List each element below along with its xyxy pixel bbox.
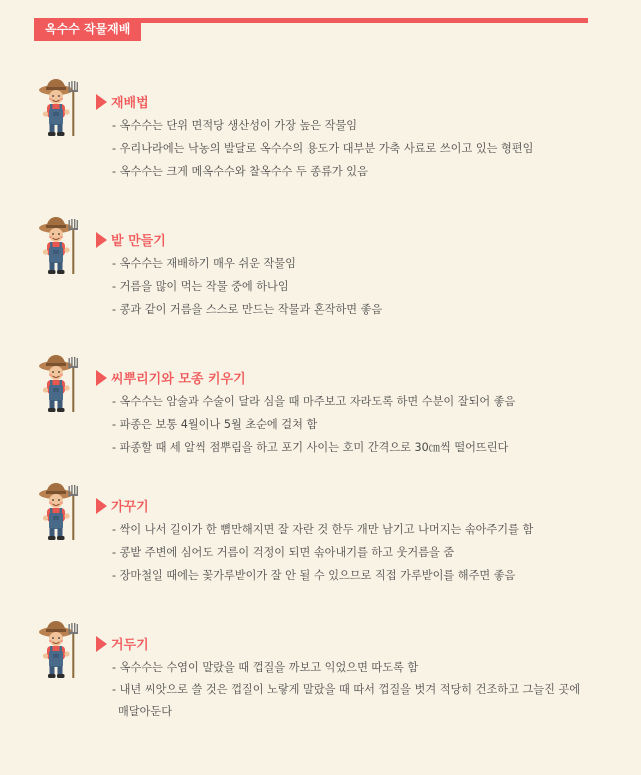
item-list [112, 390, 515, 459]
list-item: - 콩과 같이 거름을 스스로 만드는 작물과 혼작하면 좋음 [112, 303, 383, 316]
list-item: - 옥수수는 암술과 수술이 달라 심을 때 마주보고 자라도록 하면 수분이 잘되어 좋음 [112, 395, 516, 408]
list-item: - 옥수수는 크게 메옥수수와 찰옥수수 두 종류가 있음 [112, 165, 368, 178]
page-title: 옥수수 작물재배 [34, 18, 141, 41]
section-title [96, 368, 246, 387]
farmer-icon [36, 76, 86, 138]
list-item: - 우리나라에는 낙농의 발달로 옥수수의 용도가 대부분 가축 사료로 쓰이고 있는 형편임 [112, 142, 534, 155]
list-item: - 콩밭 주변에 심어도 거름이 걱정이 되면 솎아내기를 하고 웃거름을 줌 [112, 546, 455, 559]
list-item: - 거름을 많이 먹는 작물 중에 하나임 [112, 280, 289, 293]
section-title [96, 496, 149, 515]
section-title [96, 230, 166, 249]
list-item: - 옥수수는 재배하기 매우 쉬운 작물임 [112, 257, 296, 270]
list-item: - 내년 씨앗으로 쓸 것은 껍질이 노랗게 말랐을 때 따서 껍질을 벗겨 적당히 건조하고 그늘진 곳에 매달아둔다 [112, 683, 581, 718]
section-title [96, 92, 149, 111]
item-list [112, 252, 382, 321]
farmer-icon [36, 480, 86, 542]
triangle-bullet-icon [96, 232, 107, 248]
item-list [112, 114, 533, 183]
list-item: - 파종할 때 세 알씩 점뿌림을 하고 포기 사이는 호미 간격으로 30㎝씩 떨어뜨린다 [112, 441, 509, 454]
title-bar [34, 18, 588, 41]
triangle-bullet-icon [96, 94, 107, 110]
section-title-label: 거두기 [111, 638, 149, 653]
list-item: - 옥수수는 단위 면적당 생산성이 가장 높은 작물임 [112, 119, 358, 132]
item-list [112, 656, 588, 723]
list-item: - 장마철일 때에는 꽃가루받이가 잘 안 될 수 있으므로 직접 가루받이를 해주면 좋음 [112, 569, 516, 582]
triangle-bullet-icon [96, 370, 107, 386]
section-title-label: 가꾸기 [111, 500, 149, 515]
list-item: - 싹이 나서 길이가 한 뼘만해지면 잘 자란 것 한두 개만 남기고 나머지는 솎아주기를 함 [112, 523, 534, 536]
section-title-label: 씨뿌리기와 모종 키우기 [111, 372, 246, 387]
list-item: - 파종은 보통 4월이나 5월 초순에 걸쳐 함 [112, 418, 318, 431]
farmer-icon [36, 352, 86, 414]
list-item: - 옥수수는 수염이 말랐을 때 껍질을 까보고 익었으면 따도록 함 [112, 661, 419, 674]
section-title [96, 634, 149, 653]
farmer-icon [36, 618, 86, 680]
triangle-bullet-icon [96, 498, 107, 514]
triangle-bullet-icon [96, 636, 107, 652]
farmer-icon [36, 214, 86, 276]
section-title-label: 밭 만들기 [111, 234, 166, 249]
section-title-label: 재배법 [111, 96, 149, 111]
item-list [112, 518, 533, 587]
